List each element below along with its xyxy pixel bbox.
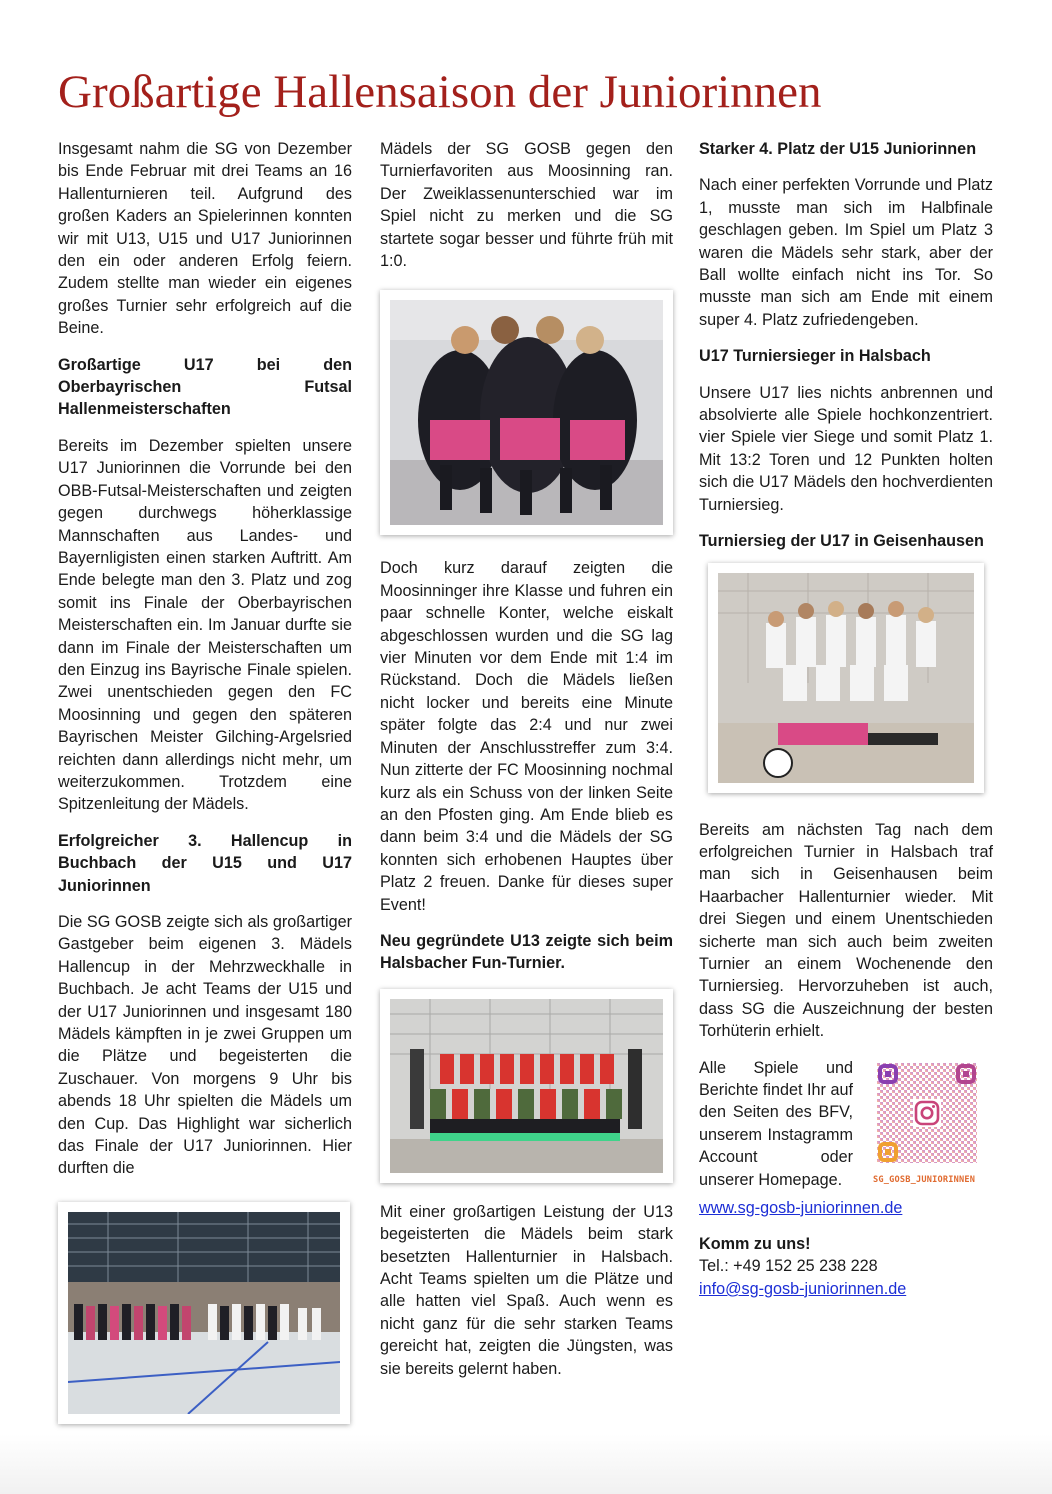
paragraph-obb-futsal: Bereits im Dezember spielten unsere U17 Juniorinnen die Vorrunde bei den OBB-Futsal-Meisterschaften und zeigten gegen durchwegs höherklassige Mannschaften aus Landes- und Bayernligisten einen starken Auftritt. Am Ende belegte man den 3. Platz und zog somit ins Finale der Oberbayrischen Meisterschaften ein. Im Januar durfte sie dann im Finale der Meisterschaften um den Einzug ins Bayrische Finale spielen. Zwei unentschieden gegen den FC Moosinning und gegen den späteren Bayrischen Meister Gilching-Argelsried reichten dann allerdings nicht mehr, um weiterzukommen. Trotzdem eine Spitzenleitung der Mädels. — [58, 436, 352, 814]
hall-lineup-image — [68, 1212, 340, 1414]
paragraph-u13: Mit einer großartigen Leistung der U13 begeisterten die Mädels beim stark besetzten Hallenturnier in Halsbach. Acht Teams spielten um die Plätze und alle hatten viel Spaß. Auch wenn es nicht ganz für die sehr starken Teams gereicht hat, zeigten die Jüngsten, was sie bereits gelernt haben. — [380, 1202, 673, 1378]
paragraph-final-end: Doch kurz darauf zeigten die Moosinninger ihre Klasse und fuhren ein paar schnelle Konter, welche eiskalt abgeschlossen wurden und die SG lag vier Minuten vor dem Ende mit 1:4 im Rückstand. Doch die Mädels ließen nicht locker und bereits eine Minute später folgte das 2:4 und nur zwei Minuten der Anschlusstreffer zum 3:4. Nun zitterte der FC Moosinning nochmal kurz als ein Schuss von der linken Seite an den Pfosten ging. Am Ende blieb es dann beim 3:4 und die Mädels der SG konnten sich erhobenen Hauptes über Platz 2 freuen. Danke für dieses super Event! — [380, 559, 673, 914]
phone-number: Tel.: +49 152 25 238 228 — [699, 1257, 878, 1276]
paragraph-u15: Nach einer perfekten Vorrunde und Platz 1, musste man sich im Halbfinale geschlagen geben. Im Spiel um Platz 3 waren die Mädels sehr stark, aber der Ball wollte einfach nicht ins Tor. So musste man sich am Ende mit einem super 4. Platz zufriedengeben. — [699, 176, 993, 329]
qr-caption: SG_GOSB_JUNIORINNEN — [873, 1174, 976, 1185]
paragraph-hallencup: Die SG GOSB zeigte sich als großartiger Gastgeber beim eigenen 3. Mädels Hallencup in der Mehrzweckhalle in Buchbach. Je acht Teams der U15 und der U17 Juniorinnen und insgesamt 180 Mädels kämpften in je zwei Gruppen um die Plätze und begeisterten die Zuschauer. Von morgens 9 Uhr bis abends 18 Uhr spielten die Mädels um den Cup. Das Highlight war sicherlich das Finale der U17 Juniorinnen. Hier durften die — [58, 913, 352, 1178]
photo-u17-team — [708, 563, 984, 793]
paragraph-u17-geisenhausen: Bereits am nächsten Tag nach dem erfolgreichen Turnier in Halsbach traf man sich in Geisenhausen beim Haarbacher Hallenturnier wieder. Mit drei Siegen und einem Unentschieden sicherte man sich auch beim zweiten Turnier an einem Wochenende den Turniersieg. Hervorzuheben ist auch, dass SG die Auszeichnung der besten Torhüterin erhielt. — [699, 820, 993, 1041]
column-3 — [699, 138, 993, 1300]
heading-u17-geisenhausen: Turniersieg der U17 in Geisenhausen — [699, 532, 984, 551]
qr-info-text: Alle Spiele und Berichte findet Ihr auf den Seiten des BFV, unserem Instagramm Account oder unserer Homepage. — [699, 1058, 853, 1189]
heading-hallencup: Erfolgreicher 3. Hallencup in Buchbach der U15 und U17 Juniorinnen — [58, 831, 352, 895]
contact-heading: Komm zu uns! — [699, 1234, 811, 1253]
u17-team-image — [718, 573, 974, 783]
qr-info-block — [699, 1057, 993, 1207]
contact-block — [699, 1233, 993, 1300]
photo-team-huddle — [380, 290, 673, 535]
heading-u15: Starker 4. Platz der U15 Juniorinnen — [699, 140, 977, 158]
instagram-qr-code[interactable] — [877, 1063, 977, 1163]
heading-u13: Neu gegründete U13 zeigte sich beim Halsbacher Fun-Turnier. — [380, 931, 673, 973]
column-2 — [380, 138, 673, 1380]
photo-hall-lineup — [58, 1202, 350, 1424]
column-1 — [58, 138, 352, 1442]
heading-u17-halsbach: U17 Turniersieger in Halsbach — [699, 347, 931, 366]
photo-u13-team — [380, 989, 673, 1183]
team-huddle-image — [390, 300, 663, 525]
u13-team-image — [390, 999, 663, 1173]
page-bottom-shade — [0, 1434, 1052, 1494]
page-title: Großartige Hallensaison der Juniorinnen — [58, 66, 822, 118]
paragraph-u17-halsbach: Unsere U17 lies nichts anbrennen und absolvierte alle Spiele hochkonzentriert. vier Spiele vier Siege und somit Platz 1. Mit 13:2 Toren und 12 Punkten holten sich die U17 Mädels den hochverdienten Turniersieg. — [699, 383, 993, 514]
heading-obb-futsal: Großartige U17 bei den Oberbayrischen Futsal Hallenmeisterschaften — [58, 355, 352, 419]
paragraph-final-start: Mädels der SG GOSB gegen den Turnierfavoriten aus Moosinning ran. Der Zweiklassenunterschied war im Spiel nicht zu merken und die SG startete sogar besser und führte früh mit 1:0. — [380, 140, 673, 271]
email-link[interactable]: info@sg-gosb-juniorinnen.de — [699, 1279, 907, 1298]
intro-paragraph: Insgesamt nahm die SG von Dezember bis Ende Februar mit drei Teams an 16 Hallenturnieren teil. Aufgrund des großen Kaders an Spielerinnen konnten wir mit U13, U15 und U17 Juniorinnen den ein oder anderen Erfolg feiern. Zudem stellte man wieder ein eigenes großes Turnier sehr erfolgreich auf die Beine. — [58, 140, 352, 338]
website-link[interactable]: www.sg-gosb-juniorinnen.de — [699, 1198, 903, 1217]
